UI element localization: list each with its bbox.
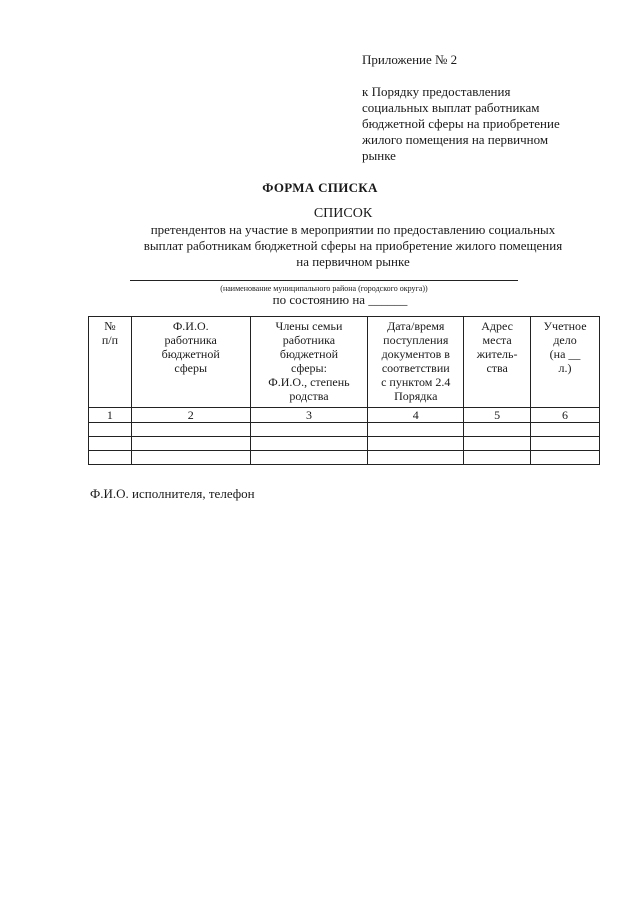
applicants-table xyxy=(88,316,600,465)
table-cell[interactable] xyxy=(89,423,132,437)
column-number: 5 xyxy=(464,408,531,423)
column-header-line: ства xyxy=(486,361,508,375)
column-header xyxy=(250,317,368,408)
column-header-line: поступления xyxy=(383,333,449,347)
table-cell[interactable] xyxy=(531,423,600,437)
column-number: 4 xyxy=(368,408,464,423)
table-cell[interactable] xyxy=(368,451,464,465)
column-header-line: работника xyxy=(282,333,336,347)
table-row xyxy=(89,451,600,465)
column-header-line: бюджетной xyxy=(161,347,220,361)
column-number-row xyxy=(89,408,600,423)
column-header-line: житель- xyxy=(476,347,518,361)
table-cell[interactable] xyxy=(89,437,132,451)
column-header-line: сферы: xyxy=(290,361,327,375)
column-header-line: Члены семьи xyxy=(275,319,343,333)
appendix-line: рынке xyxy=(362,148,396,163)
appendix-line: бюджетной сферы на приобретение xyxy=(362,116,560,131)
column-header-line: места xyxy=(482,333,512,347)
as-of-date: по состоянию на ______ xyxy=(272,292,408,307)
description-line: выплат работникам бюджетной сферы на приобретение жилого помещения xyxy=(143,238,563,253)
column-header-line: дело xyxy=(553,333,577,347)
appendix-line: жилого помещения на первичном xyxy=(362,132,549,147)
column-header xyxy=(368,317,464,408)
appendix-line: к Порядку предоставления xyxy=(362,84,511,99)
description-line: претендентов на участие в мероприятии по предоставлению социальных xyxy=(150,222,556,237)
table-cell[interactable] xyxy=(368,423,464,437)
column-header-line: Порядка xyxy=(394,389,438,403)
form-title: ФОРМА СПИСКА xyxy=(262,180,378,195)
column-header xyxy=(531,317,600,408)
column-number: 2 xyxy=(131,408,250,423)
column-header-line: Адрес xyxy=(481,319,513,333)
column-header-line: родства xyxy=(289,389,329,403)
list-description xyxy=(110,222,596,270)
table-header-row xyxy=(89,317,600,408)
table-cell[interactable] xyxy=(531,437,600,451)
column-header xyxy=(464,317,531,408)
column-header xyxy=(131,317,250,408)
table-cell[interactable] xyxy=(131,437,250,451)
table-cell[interactable] xyxy=(250,451,368,465)
column-number: 6 xyxy=(531,408,600,423)
appendix-line: социальных выплат работникам xyxy=(362,100,540,115)
table-cell[interactable] xyxy=(464,437,531,451)
column-header-line: № xyxy=(104,319,116,333)
table-cell[interactable] xyxy=(531,451,600,465)
table-cell[interactable] xyxy=(250,437,368,451)
table-row xyxy=(89,423,600,437)
column-header-line: л.) xyxy=(558,361,572,375)
table-cell[interactable] xyxy=(131,423,250,437)
column-header-line: Дата/время xyxy=(387,319,445,333)
table-cell[interactable] xyxy=(464,451,531,465)
column-header-line: соответствии xyxy=(381,361,450,375)
column-header-line: бюджетной xyxy=(279,347,339,361)
column-header-line: сферы xyxy=(174,361,208,375)
column-header xyxy=(89,317,132,408)
list-title: СПИСОК xyxy=(313,206,373,221)
column-header-line: документов в xyxy=(381,347,450,361)
column-header-line: (на __ xyxy=(549,347,581,361)
column-number: 3 xyxy=(250,408,368,423)
column-number: 1 xyxy=(89,408,132,423)
municipality-caption: (наименование муниципального района (городского округа)) xyxy=(220,284,428,293)
table-row xyxy=(89,437,600,451)
column-header-line: Ф.И.О. xyxy=(172,319,209,333)
table-cell[interactable] xyxy=(464,423,531,437)
description-line: на первичном рынке xyxy=(296,254,410,269)
column-header-line: работника xyxy=(164,333,217,347)
table-cell[interactable] xyxy=(131,451,250,465)
column-header-line: Учетное xyxy=(543,319,587,333)
appendix-number: Приложение № 2 xyxy=(362,52,458,67)
column-header-line: с пунктом 2.4 xyxy=(381,375,451,389)
municipality-fill-line xyxy=(130,280,518,281)
table-cell[interactable] xyxy=(89,451,132,465)
column-header-line: п/п xyxy=(101,333,119,347)
table-cell[interactable] xyxy=(368,437,464,451)
column-header-line: Ф.И.О., степень xyxy=(268,375,350,389)
table-cell[interactable] xyxy=(250,423,368,437)
executor-name-phone: Ф.И.О. исполнителя, телефон xyxy=(90,486,255,501)
appendix-block xyxy=(362,52,602,164)
